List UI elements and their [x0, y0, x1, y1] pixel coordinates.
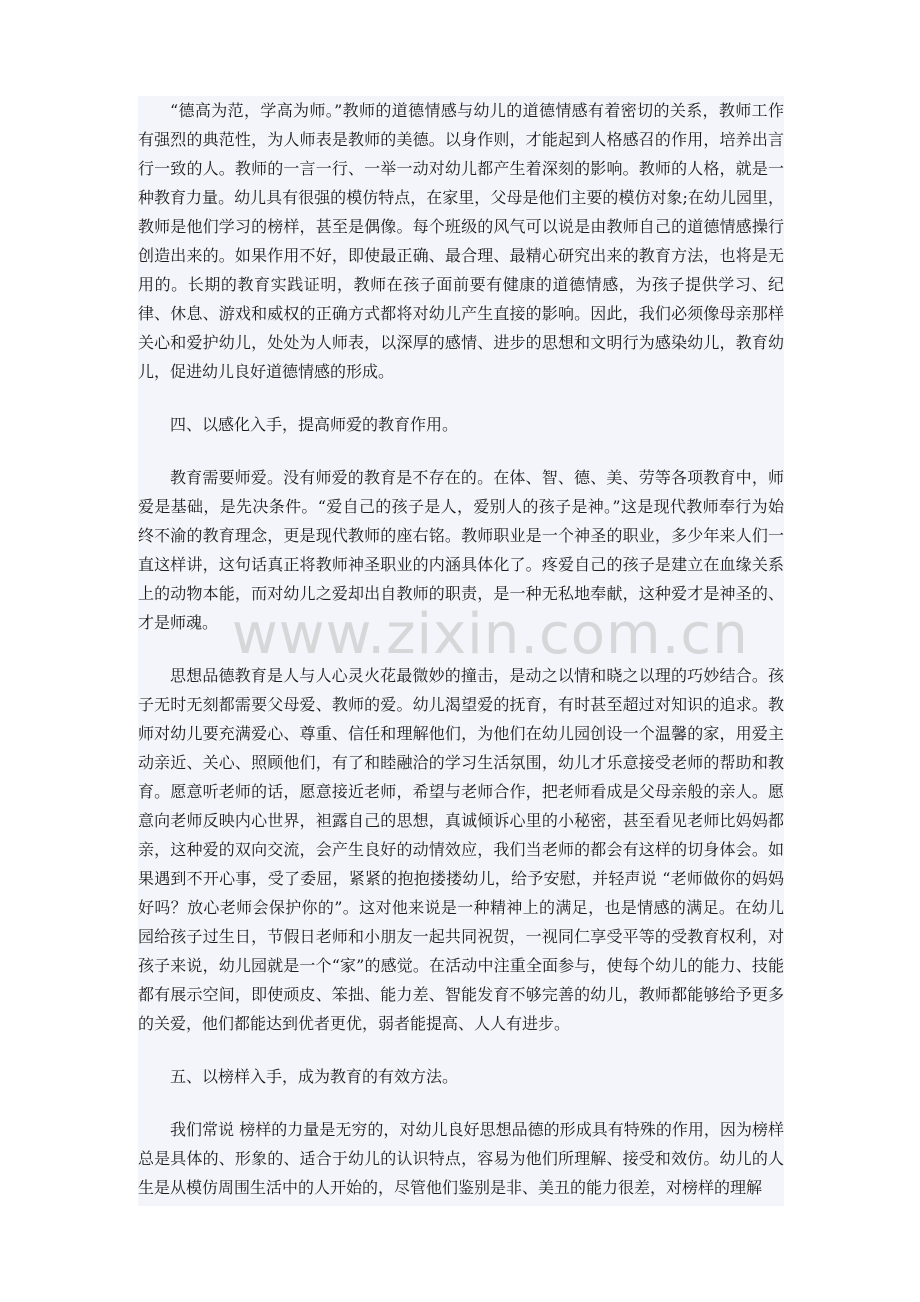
- paragraph-role-model: 我们常说 榜样的力量是无穷的，对幼儿良好思想品德的形成具有特殊的作用，因为榜样总是具体的、形象的、适合于幼儿的认识特点，容易为他们所理解、接受和效仿。幼儿的人生是从模仿周围生活中的人开始的，尽管他们鉴别是非、美丑的能力很差，对榜样的理解: [138, 1120, 784, 1197]
- paragraph-teacher-morality: “德高为范，学高为师。”教师的道德情感与幼儿的道德情感有着密切的关系，教师工作有强烈的典范性，为人师表是教师的美德。以身作则，才能起到人格感召的作用，培养出言行一致的人。教师的一言一行、一举一动对幼儿都产生着深刻的影响。教师的人格，就是一种教育力量。幼儿具有很强的模仿特点，在家里，父母是他们主要的模仿对象;在幼儿园里，教师是他们学习的榜样，甚至是偶像。每个班级的风气可以说是由教师自己的道德情感操行创造出来的。如果作用不好，即使最正确、最合理、最精心研究出来的教育方法，也将是无用的。长期的教育实践证明，教师在孩子面前要有健康的道德情感，为孩子提供学习、纪律、休息、游戏和威权的正确方式都将对幼儿产生直接的影响。因此，我们必须像母亲那样关心和爱护幼儿，处处为人师表，以深厚的感情、进步的思想和文明行为感染幼儿，教育幼儿，促进幼儿良好道德情感的形成。: [138, 101, 784, 381]
- paragraph-moral-education: 思想品德教育是人与人心灵火花最微妙的撞击，是动之以情和晓之以理的巧妙结合。孩子无时无刻都需要父母爱、教师的爱。幼儿渴望爱的抚育，有时甚至超过对知识的追求。教师对幼儿要充满爱心、尊重、信任和理解他们，为他们在幼儿园创设一个温馨的家，用爱主动亲近、关心、照顾他们，有了和睦融洽的学习生活氛围，幼儿才乐意接受老师的帮助和教育。愿意听老师的话，愿意接近老师，希望与老师合作，把老师看成是父母亲般的亲人。愿意向老师反映内心世界，袒露自己的思想，真诚倾诉心里的小秘密，甚至看见老师比妈妈都亲，这种爱的双向交流，会产生良好的动情效应，我们当老师的都会有这样的切身体会。如果遇到不开心事，受了委屈，紧紧的抱抱搂搂幼儿，给予安慰，并轻声说 “老师做你的妈妈好吗？放心老师会保护你的”。这对他来说是一种精神上的满足，也是情感的满足。在幼儿园给孩子过生日，节假日老师和小朋友一起共同祝贺，一视同仁享受平等的受教育权利，对孩子来说，幼儿园就是一个“家”的感觉。在活动中注重全面参与，使每个幼儿的能力、技能都有展示空间，即使顽皮、笨拙、能力差、智能发育不够完善的幼儿，教师都能够给予更多的关爱，他们都能达到优者更优，弱者能提高、人人有进步。: [138, 666, 784, 1033]
- paragraph-gap: [138, 637, 784, 661]
- paragraph-teacher-love: 教育需要师爱。没有师爱的教育是不存在的。在体、智、德、美、劳等各项教育中，师爱是基础，是先决条件。“爱自己的孩子是人，爱别人的孩子是神。”这是现代教师奉行为始终不渝的教育理念，更是现代教师的座右铭。教师职业是一个神圣的职业，多少年来人们一直这样讲，这句话真正将教师神圣职业的内涵具体化了。疼爱自己的孩子是建立在血缘关系上的动物本能，而对幼儿之爱却出自教师的职责，是一种无私地奉献，这种爱才是神圣的、才是师魂。: [138, 468, 784, 632]
- section-heading-4: 四、以感化入手，提高师爱的教育作用。: [170, 415, 459, 434]
- watermark-text: www.zixin.com.cn: [232, 602, 749, 667]
- paragraph-gap: [138, 1038, 784, 1062]
- document-body: [138, 96, 784, 1206]
- paragraph-gap: [138, 439, 784, 463]
- section-heading-5: 五、以榜样入手，成为教育的有效方法。: [170, 1067, 459, 1086]
- paragraph-gap: [138, 386, 784, 410]
- paragraph-gap: [138, 1091, 784, 1115]
